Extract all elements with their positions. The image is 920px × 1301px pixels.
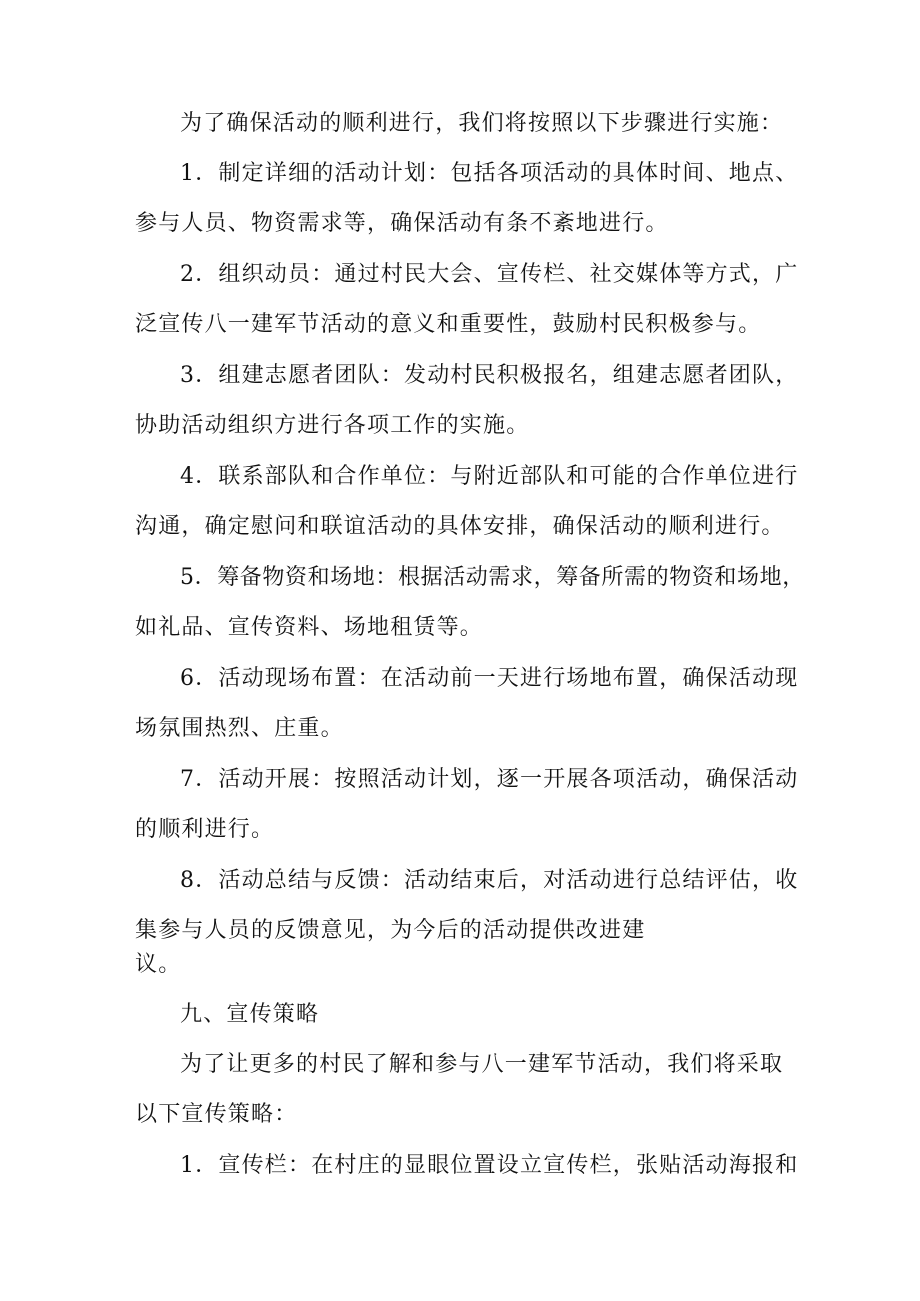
strategy-intro-line-1: 为了让更多的村民了解和参与八一建军节活动，我们将采取 [180, 1052, 784, 1077]
step-8-line-1: 8．活动总结与反馈：活动结束后，对活动进行总结评估，收 [180, 868, 799, 893]
document-body [135, 109, 805, 1180]
step-2-line-1: 2．组织动员：通过村民大会、宣传栏、社交媒体等方式，广 [180, 262, 799, 287]
step-1-line-1: 1．制定详细的活动计划：包括各项活动的具体时间、地点、 [180, 161, 799, 186]
step-8-line-3: 议。 [135, 952, 182, 977]
step-8-line-2: 集参与人员的反馈意见，为今后的活动提供改进建 [135, 918, 646, 943]
step-4-line-1: 4．联系部队和合作单位：与附近部队和可能的合作单位进行 [180, 464, 799, 489]
step-5-line-2: 如礼品、宣传资料、场地租赁等。 [135, 615, 484, 640]
step-1-line-2: 参与人员、物资需求等，确保活动有条不紊地进行。 [135, 211, 669, 236]
intro-paragraph: 为了确保活动的顺利进行，我们将按照以下步骤进行实施： [180, 111, 784, 136]
step-3-line-2: 协助活动组织方进行各项工作的实施。 [135, 413, 530, 438]
step-7-line-2: 的顺利进行。 [135, 817, 275, 842]
step-6-line-2: 场氛围热烈、庄重。 [135, 716, 344, 741]
step-7-line-1: 7．活动开展：按照活动计划，逐一开展各项活动，确保活动 [180, 767, 799, 792]
section-heading: 九、宣传策略 [180, 1002, 320, 1027]
strategy-1-line-1: 1．宣传栏：在村庄的显眼位置设立宣传栏，张贴活动海报和 [180, 1153, 799, 1178]
step-4-line-2: 沟通，确定慰问和联谊活动的具体安排，确保活动的顺利进行。 [135, 514, 785, 539]
step-6-line-1: 6．活动现场布置：在活动前一天进行场地布置，确保活动现 [180, 666, 799, 691]
step-2-line-2: 泛宣传八一建军节活动的意义和重要性，鼓励村民积极参与。 [135, 312, 762, 337]
strategy-intro-line-2: 以下宣传策略： [135, 1102, 298, 1127]
step-5-line-1: 5．筹备物资和场地：根据活动需求，筹备所需的物资和场地， [180, 565, 805, 590]
step-3-line-1: 3．组建志愿者团队：发动村民积极报名，组建志愿者团队， [180, 363, 799, 388]
